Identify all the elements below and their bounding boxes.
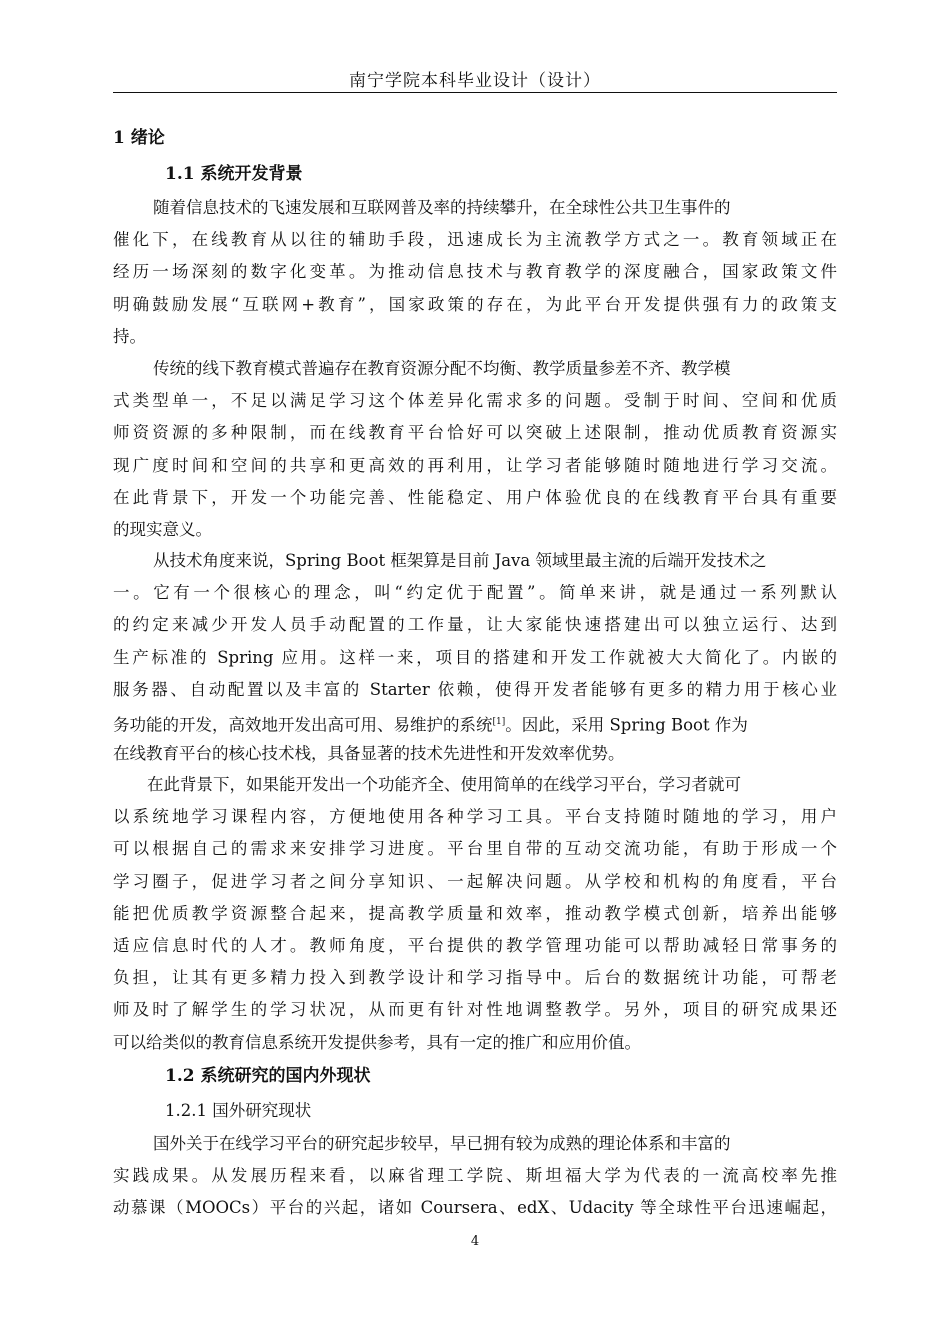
text-line: 从技术角度来说，Spring Boot 框架算是目前 Java 领域里最主流的后端开发技术之 — [153, 551, 767, 570]
text-line: 在线教育平台的核心技术栈，具备显著的技术先进性和开发效率优势。 — [113, 744, 625, 764]
subsection-heading-1-2-1: 1.2.1 国外研究现状 — [165, 1101, 312, 1120]
text-line: 能把优质教学资源整合起来，提高教学质量和效率，推动教学模式创新，培养出能够 — [113, 903, 837, 923]
text-line: 以系统地学习课程内容，方便地使用各种学习工具。平台支持随时随地的学习，用户 — [113, 807, 837, 827]
citation-ref: [1] — [492, 716, 506, 727]
text-line: 生产标准的 Spring 应用。这样一来，项目的搭建和开发工作就被大大简化了。内嵌的 — [113, 647, 837, 667]
paragraph-background-2 — [113, 353, 837, 546]
paragraph-background-4 — [113, 769, 837, 1059]
text-line: 适应信息时代的人才。教师角度，平台提供的教学管理功能可以帮助减轻日常事务的 — [113, 935, 837, 955]
text-line: 随着信息技术的飞速发展和互联网普及率的持续攀升，在全球性公共卫生事件的 — [153, 198, 731, 217]
text-line: 师及时了解学生的学习状况，从而更有针对性地调整教学。另外，项目的研究成果还 — [113, 1000, 837, 1020]
section-heading-1-1: 1.1 系统开发背景 — [165, 164, 303, 184]
text-line: 明确鼓励发展“互联网+教育”，国家政策的存在，为此平台开发提供强有力的政策支 — [113, 294, 837, 314]
paragraph-background-3 — [113, 545, 837, 770]
header-rule — [113, 92, 837, 93]
text-line: 可以根据自己的需求来安排学习进度。平台里自带的互动交流功能，有助于形成一个 — [113, 839, 837, 859]
text-line: 一。它有一个很核心的理念，叫“约定优于配置”。简单来讲，就是通过一系列默认 — [113, 583, 837, 603]
page-number: 4 — [470, 1234, 480, 1249]
text-line: 可以给类似的教育信息系统开发提供参考，具有一定的推广和应用价值。 — [113, 1032, 641, 1052]
text-line: 负担，让其有更多精力投入到教学设计和学习指导中。后台的数据统计功能，可帮老 — [113, 968, 837, 988]
text-line: 传统的线下教育模式普遍存在教育资源分配不均衡、教学质量参差不齐、教学模 — [153, 359, 731, 378]
text-line: 式类型单一，不足以满足学习这个体差异化需求多的问题。受制于时间、空间和优质 — [113, 391, 837, 411]
text-line: 的现实意义。 — [113, 519, 212, 539]
text-line: 经历一场深刻的数字化变革。为推动信息技术与教育教学的深度融合，国家政策文件 — [113, 262, 837, 282]
text-segment: 。因此，采用 Spring Boot 作为 — [505, 715, 748, 735]
text-line: 现广度时间和空间的共享和更高效的再利用，让学习者能够随时随地进行学习交流。 — [113, 455, 837, 475]
chapter-heading: 1 绪论 — [113, 128, 165, 148]
text-line: 在此背景下，开发一个功能完善、性能稳定、用户体验优良的在线教育平台具有重要 — [113, 487, 837, 507]
text-line: 国外关于在线学习平台的研究起步较早，早已拥有较为成熟的理论体系和丰富的 — [153, 1134, 731, 1153]
text-line: 师资资源的多种限制，而在线教育平台恰好可以突破上述限制，推动优质教育资源实 — [113, 423, 837, 443]
section-heading-1-2: 1.2 系统研究的国内外现状 — [165, 1066, 371, 1086]
running-header: 南宁学院本科毕业设计（设计） — [349, 71, 601, 91]
text-segment: 务功能的开发，高效地开发出高可用、易维护的系统 — [113, 715, 493, 735]
paragraph-foreign-research — [113, 1128, 837, 1225]
text-line: 的约定来减少开发人员手动配置的工作量，让大家能快速搭建出可以独立运行、达到 — [113, 615, 837, 635]
text-line: 持。 — [113, 326, 146, 346]
text-line: 催化下，在线教育从以往的辅助手段，迅速成长为主流教学方式之一。教育领域正在 — [113, 230, 837, 250]
text-line-with-citation — [113, 706, 837, 738]
text-line: 实践成果。从发展历程来看，以麻省理工学院、斯坦福大学为代表的一流高校率先推 — [113, 1166, 837, 1186]
text-line: 动慕课（MOOCs）平台的兴起，诸如 Coursera、edX、Udacity 等全球性平台迅速崛起， — [113, 1198, 837, 1218]
text-line: 服务器、自动配置以及丰富的 Starter 依赖，使得开发者能够有更多的精力用于核心业 — [113, 679, 837, 699]
text-line: 在此背景下，如果能开发出一个功能齐全、使用简单的在线学习平台，学习者就可 — [147, 775, 741, 794]
text-line: 学习圈子，促进学习者之间分享知识、一起解决问题。从学校和机构的角度看，平台 — [113, 871, 837, 891]
paragraph-background-1 — [113, 192, 837, 353]
